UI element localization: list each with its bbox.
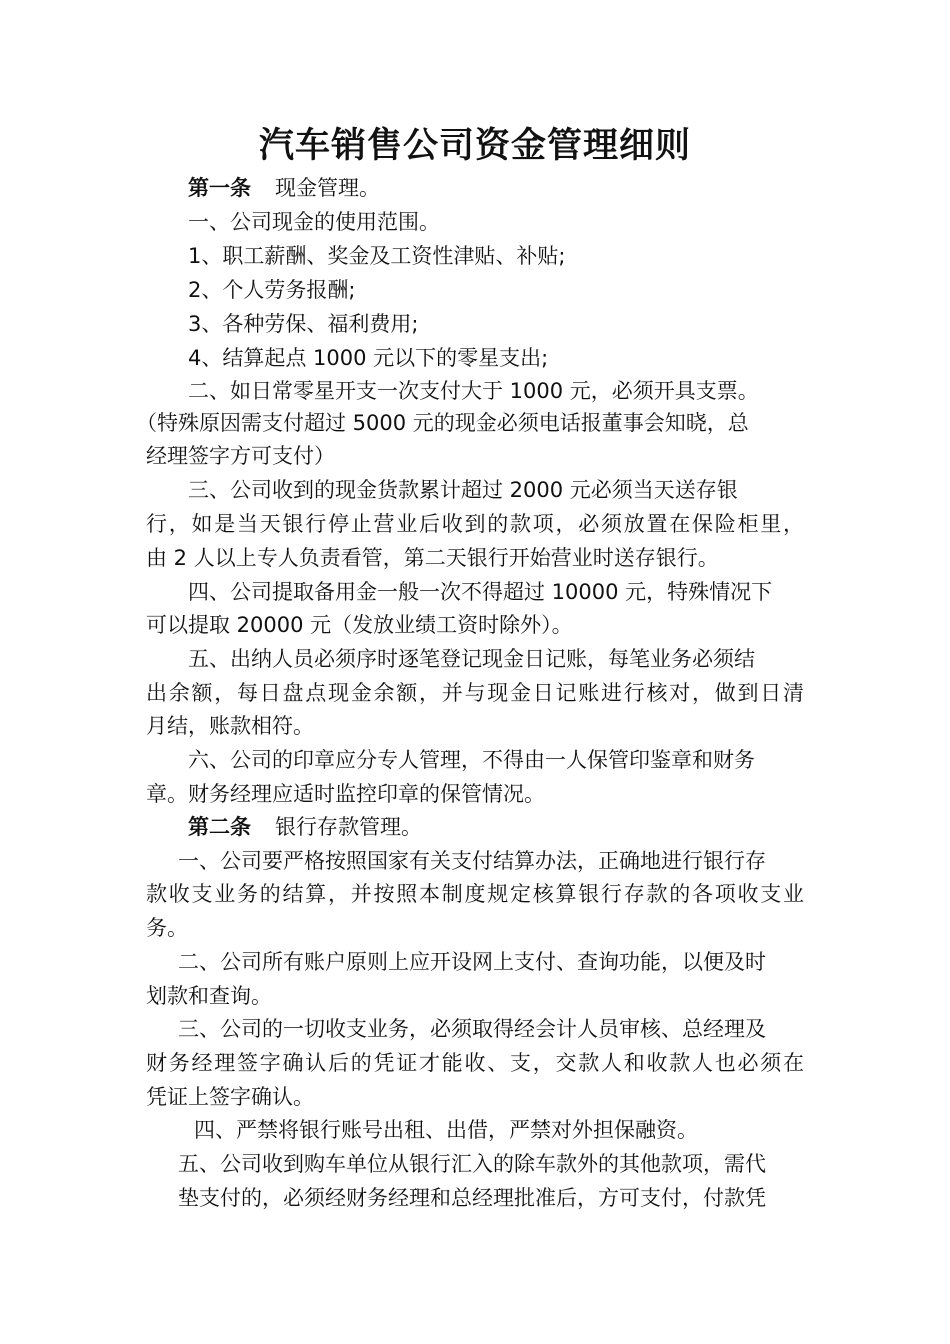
article-2-title: 银行存款管理。 xyxy=(275,815,422,839)
paragraph-line: 凭证上签字确认。 xyxy=(146,1085,314,1109)
paragraph-line: 章。财务经理应适时监控印章的保管情况。 xyxy=(146,782,545,806)
paragraph-line: 务。 xyxy=(146,916,188,940)
paragraph-line: 四、公司提取备用金一般一次不得超过 10000 元，特殊情况下 xyxy=(188,580,773,604)
paragraph-line: 经理签字方可支付） xyxy=(146,444,335,468)
paragraph-line: 三、公司的一切收支业务，必须取得经会计人员审核、总经理及 xyxy=(178,1017,766,1041)
paragraph-line: 月结，账款相符。 xyxy=(146,714,314,738)
paragraph-line: 一、公司现金的使用范围。 xyxy=(188,210,440,234)
paragraph-line: 行，如是当天银行停止营业后收到的款项，必须放置在保险柜里， xyxy=(146,512,804,536)
paragraph-line: 五、公司收到购车单位从银行汇入的除车款外的其他款项，需代 xyxy=(178,1152,766,1176)
article-2-heading xyxy=(188,810,422,844)
paragraph-line: 一、公司要严格按照国家有关支付结算办法，正确地进行银行存 xyxy=(178,849,766,873)
paragraph-line: 由 2 人以上专人负责看管，第二天银行开始营业时送存银行。 xyxy=(146,546,719,570)
paragraph-line: 1、职工薪酬、奖金及工资性津贴、补贴; xyxy=(188,244,566,268)
paragraph-line: 划款和查询。 xyxy=(146,984,272,1008)
paragraph-line: 4、结算起点 1000 元以下的零星支出; xyxy=(188,346,549,370)
article-1-heading xyxy=(188,171,380,205)
paragraph-line: 垫支付的，必须经财务经理和总经理批准后，方可支付，付款凭 xyxy=(178,1186,766,1210)
paragraph-line: 二、如日常零星开支一次支付大于 1000 元，必须开具支票。 xyxy=(188,379,759,403)
article-1-label: 第一条 xyxy=(188,176,251,200)
paragraph-line: 可以提取 20000 元（发放业绩工资时除外）。 xyxy=(146,613,573,637)
paragraph-line: 六、公司的印章应分专人管理，不得由一人保管印鉴章和财务 xyxy=(188,748,755,772)
paragraph-line: （特殊原因需支付超过 5000 元的现金必须电话报董事会知晓，总 xyxy=(136,411,749,435)
paragraph-line: 款收支业务的结算，并按照本制度规定核算银行存款的各项收支业 xyxy=(146,882,804,906)
paragraph-line: 四、严禁将银行账号出租、出借，严禁对外担保融资。 xyxy=(194,1118,698,1142)
article-1-title: 现金管理。 xyxy=(275,176,380,200)
paragraph-line: 财务经理签字确认后的凭证才能收、支，交款人和收款人也必须在 xyxy=(146,1051,804,1075)
paragraph-line: 3、各种劳保、福利费用; xyxy=(188,312,419,336)
document-title: 汽车销售公司资金管理细则 xyxy=(258,126,691,166)
paragraph-line: 2、个人劳务报酬; xyxy=(188,278,356,302)
paragraph-line: 三、公司收到的现金货款累计超过 2000 元必须当天送存银 xyxy=(188,478,738,502)
paragraph-line: 五、出纳人员必须序时逐笔登记现金日记账，每笔业务必须结 xyxy=(188,647,755,671)
paragraph-line: 二、公司所有账户原则上应开设网上支付、查询功能，以便及时 xyxy=(178,950,766,974)
article-2-label: 第二条 xyxy=(188,815,251,839)
paragraph-line: 出余额，每日盘点现金余额，并与现金日记账进行核对，做到日清 xyxy=(146,681,804,705)
